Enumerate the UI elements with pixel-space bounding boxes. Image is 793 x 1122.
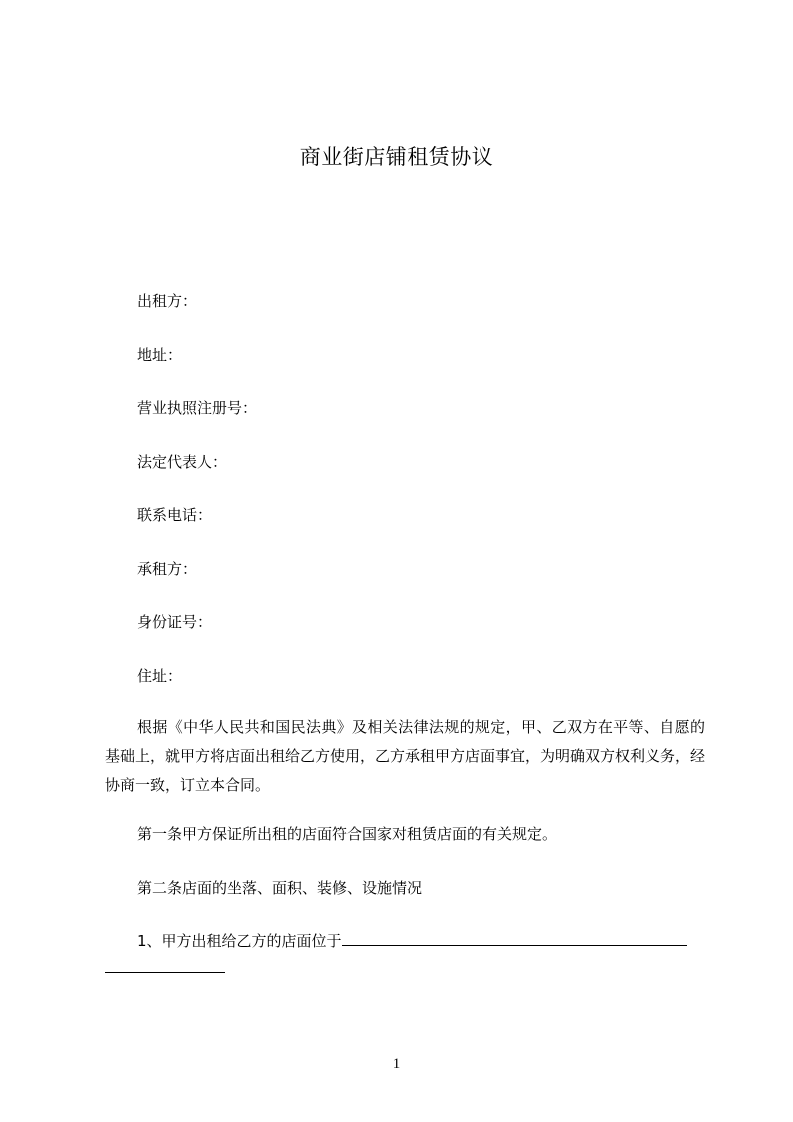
- clause-1-continuation: [105, 958, 225, 978]
- document-title: 商业街店铺租赁协议: [299, 145, 494, 169]
- article-2: 第二条店面的坐落、面积、装修、设施情况: [137, 879, 423, 897]
- field-legal-representative: 法定代表人：: [137, 453, 228, 471]
- clause-1-blank: [342, 931, 687, 946]
- clause-1-text: 1、甲方出租给乙方的店面位于: [137, 932, 342, 950]
- field-residence: 住址：: [137, 667, 183, 685]
- field-id-number: 身份证号：: [137, 613, 213, 631]
- field-lessee: 承租方：: [137, 560, 198, 578]
- field-address: 地址：: [137, 346, 183, 364]
- intro-paragraph: 根据《中华人民共和国民法典》及相关法律法规的规定，甲、乙双方在平等、自愿的基础上，就甲方将店面出租给乙方使用，乙方承租甲方店面事宜，为明确双方权利义务，经协商一致，订立本合同。: [105, 718, 706, 794]
- clause-1-line: [137, 931, 687, 951]
- page-number: 1: [392, 1056, 401, 1072]
- clause-1-blank-continued: [105, 958, 225, 973]
- field-license-number: 营业执照注册号：: [137, 399, 258, 417]
- field-phone: 联系电话：: [137, 506, 213, 524]
- article-1: 第一条甲方保证所出租的店面符合国家对租赁店面的有关规定。: [137, 825, 558, 843]
- field-lessor: 出租方：: [137, 292, 198, 310]
